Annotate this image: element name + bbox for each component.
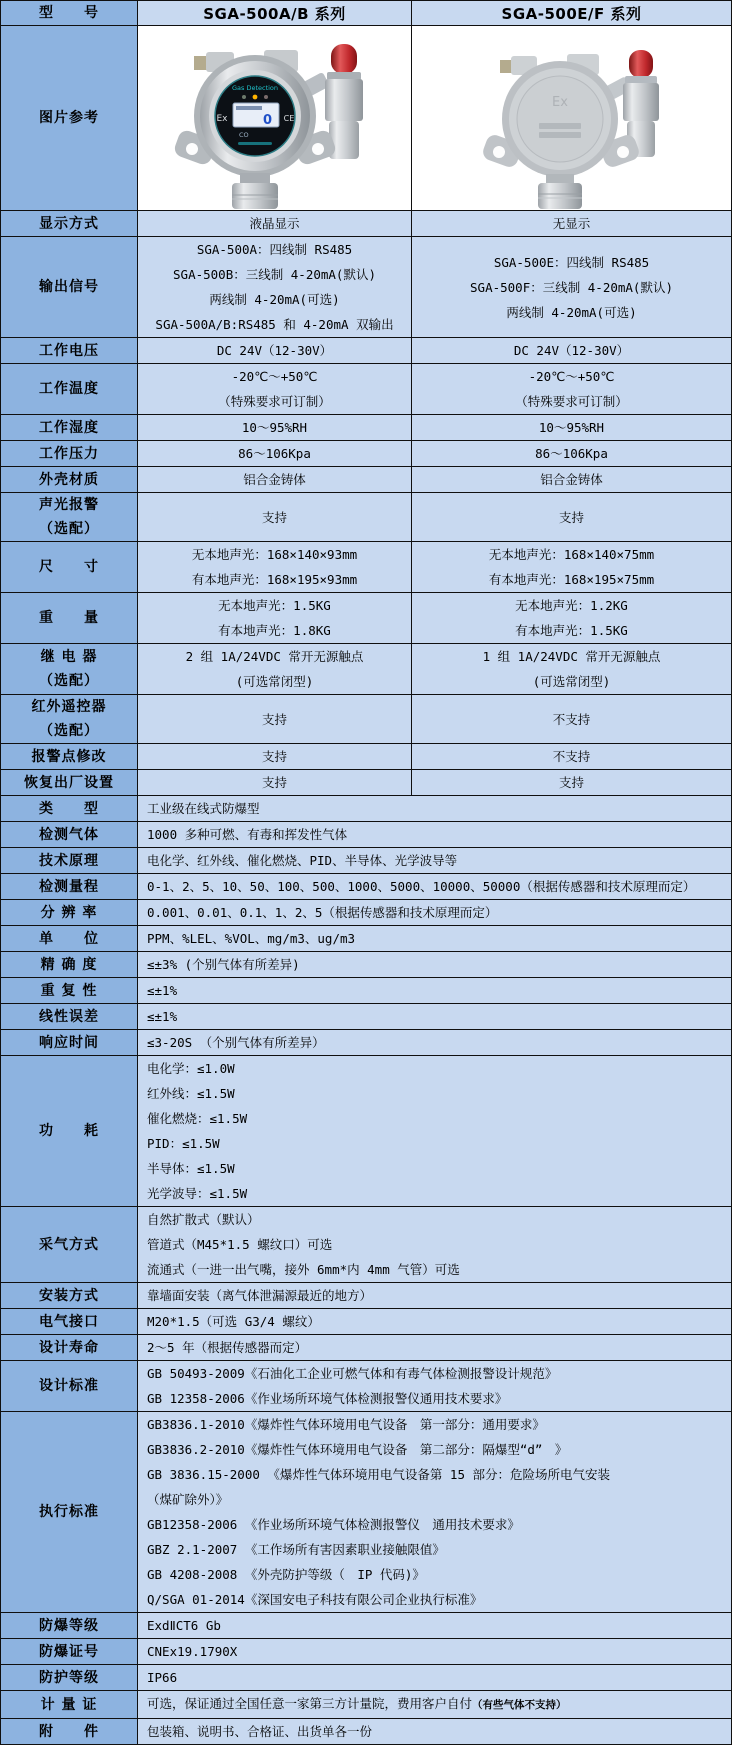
row-label [1,1309,138,1335]
value-text: GB 3836.15-2000 《爆炸性气体环境用电气设备第 15 部分：危险场所电气安装 [147,1467,611,1482]
value-text: GBZ 2.1-2007 《工作场所有害因素职业接触限值》 [147,1542,445,1557]
row-label-text: 设计寿命 [39,1339,99,1356]
row-label-text: 安装方式 [39,1287,99,1304]
value-text: 支持 [261,775,287,790]
face-accent [238,142,272,145]
blank-face [517,76,603,162]
value-text: （特殊要求可订制） [515,394,628,409]
row-label [1,1207,138,1283]
value-cell-col1 [138,644,412,695]
value-text: 支持 [261,509,287,525]
value-text: 支持 [261,711,287,727]
value-text: SGA-500E：四线制 RS485 [493,254,650,270]
cable-gland-icon [194,56,208,70]
spec-row-22 [1,1004,732,1030]
row-label [1,593,138,644]
spec-row-7 [1,493,732,542]
spec-row-30 [1,1412,732,1613]
value-text: 电化学：≤1.0W [147,1061,235,1076]
row-label [1,796,138,822]
row-label [1,1665,138,1691]
row-label [1,211,138,237]
row-label-text: 精 确 度 [40,956,98,973]
value-cell-col1 [138,744,412,770]
value-text: 有本地声光：168×195×75mm [488,572,655,587]
row-label-text: 采气方式 [39,1236,99,1253]
value-cell-span [138,900,732,926]
spec-row-5 [1,441,732,467]
row-label [1,952,138,978]
value-text: 无显示 [552,216,591,231]
value-text-main: 可选，保证通过全国任意一家第三方计量院，费用客户自付 [147,1696,473,1711]
value-text: 有本地声光：168×195×93mm [191,572,358,587]
table-header-row [1,1,732,26]
row-label-text: 工作温度 [39,381,99,397]
value-cell-col2 [412,542,732,593]
value-text: 1000 多种可燃、有毒和挥发性气体 [147,827,348,842]
value-text: 2 组 1A/24VDC 常开无源触点 [185,649,364,664]
value-text: GB3836.1-2010《爆炸性气体环境用电气设备 第一部分：通用要求》 [147,1417,545,1432]
value-text: GB 12358-2006《作业场所环境气体检测报警仪通用技术要求》 [147,1391,508,1406]
value-cell-span [138,1004,732,1030]
row-label [1,1361,138,1412]
value-text: IP66 [147,1670,178,1685]
value-text: GB 4208-2008 《外壳防护等级（ IP 代码)》 [147,1567,425,1582]
header-model-label: 型 号 [1,1,138,26]
row-label-text: 响应时间 [39,1034,99,1051]
row-label-text: 附 件 [39,1723,99,1740]
row-label [1,1030,138,1056]
value-text: 0-1、2、5、10、50、100、500、1000、5000、10000、50000（根据传感器和技术原理而定） [147,879,696,894]
spec-row-10 [1,644,732,695]
value-cell-span [138,1691,732,1719]
value-cell-span [138,1412,732,1613]
gas-type-label: CO [238,131,249,139]
value-text: 无本地声光：1.2KG [515,598,628,613]
value-text: 液晶显示 [249,216,300,231]
value-text: 两线制 4-20mA(可选) [209,292,340,307]
value-text: DC 24V（12-30V） [216,343,333,358]
value-cell-span [138,1207,732,1283]
row-label-text: 技术原理 [39,852,99,869]
row-label-text: 尺 寸 [39,559,99,575]
spec-row-4 [1,415,732,441]
value-note: （有些气体不支持） [472,1699,567,1711]
row-label-text: 工作电压 [39,342,99,359]
image-reference-row [1,26,732,211]
row-label-text: 防护等级 [39,1669,99,1686]
spec-row-31 [1,1613,732,1639]
value-text: ≤±1% [147,1009,178,1024]
value-cell-span [138,926,732,952]
brand-text: Gas Detection [231,84,278,92]
spec-row-19 [1,926,732,952]
spec-row-15 [1,822,732,848]
value-text: 2～5 年（根据传感器而定） [147,1340,308,1355]
row-label [1,644,138,695]
row-label [1,237,138,338]
value-text: SGA-500A/B:RS485 和 4-20mA 双输出 [155,317,394,332]
value-text: 靠墙面安装（离气体泄漏源最近的地方） [147,1288,373,1303]
value-text: DC 24V（12-30V） [513,343,630,358]
spec-row-28 [1,1335,732,1361]
value-text: 电化学、红外线、催化燃烧、PID、半导体、光学波导等 [147,853,458,868]
row-label-text: 外壳材质 [39,471,99,488]
sensor-head [232,173,278,209]
value-cell-col1 [138,695,412,744]
spec-row-3 [1,364,732,415]
value-text: 1 组 1A/24VDC 常开无源触点 [482,649,661,664]
row-label [1,1335,138,1361]
value-cell-col1 [138,493,412,542]
value-cell-col2 [412,493,732,542]
row-label-text: 单 位 [39,930,99,947]
value-text: 半导体：≤1.5W [147,1161,235,1176]
spec-row-13 [1,770,732,796]
value-text: SGA-500A：四线制 RS485 [196,242,353,257]
row-label-text: 恢复出厂设置 [24,774,114,791]
row-label [1,874,138,900]
value-cell-span [138,1283,732,1309]
row-label-text: 功 耗 [39,1123,99,1139]
row-label [1,1283,138,1309]
ex-mark: Ex [551,95,568,110]
value-cell-col1 [138,364,412,415]
value-cell-span [138,1056,732,1207]
header-series-ab: SGA-500A/B 系列 [138,1,412,26]
row-label-text: （选配） [39,521,99,537]
row-label [1,900,138,926]
value-cell-span [138,1639,732,1665]
value-text: 支持 [261,749,287,764]
spec-row-17 [1,874,732,900]
spec-row-18 [1,900,732,926]
spec-row-14 [1,796,732,822]
value-cell-col2 [412,441,732,467]
lcd-statusline [236,106,262,110]
value-text: 光学波导：≤1.5W [147,1186,248,1201]
spec-row-12 [1,744,732,770]
row-label [1,695,138,744]
spec-row-1 [1,237,732,338]
value-text: (可选常闭型) [235,674,314,689]
row-label-text: （选配） [39,723,99,739]
spec-row-33 [1,1665,732,1691]
spec-row-29 [1,1361,732,1412]
value-cell-span [138,848,732,874]
row-label [1,770,138,796]
value-text: 工业级在线式防爆型 [147,801,260,816]
value-text: 无本地声光：168×140×75mm [488,547,655,562]
value-cell-span [138,1361,732,1412]
value-text: 红外线：≤1.5W [147,1086,235,1101]
row-label-text: 输出信号 [39,279,99,295]
value-text: 包装箱、说明书、合格证、出货单各一份 [147,1724,373,1739]
row-label-text: 重 复 性 [40,982,98,999]
row-label-text: 检测气体 [39,826,99,843]
value-text: PPM、%LEL、%VOL、mg/m3、ug/m3 [147,931,356,946]
value-cell-span [138,1665,732,1691]
value-cell-span [138,796,732,822]
value-cell-span [138,822,732,848]
value-cell-col2 [412,644,732,695]
ce-mark: CE [283,114,294,123]
value-text: 铝合金铸体 [540,472,603,487]
spec-row-0 [1,211,732,237]
value-text: （特殊要求可订制） [218,394,331,409]
value-text: M20*1.5（可选 G3/4 螺纹） [147,1314,320,1329]
value-cell-span [138,1719,732,1745]
value-cell-col2 [412,744,732,770]
value-text: 铝合金铸体 [243,472,306,487]
spec-row-27 [1,1309,732,1335]
value-cell-col1 [138,211,412,237]
image-row-label: 图片参考 [1,26,138,211]
row-label [1,1056,138,1207]
value-cell-col2 [412,237,732,338]
value-cell-span [138,1335,732,1361]
value-cell-col1 [138,467,412,493]
value-text: SGA-500F：三线制 4-20mA(默认) [470,279,673,295]
value-text: ExdⅡCT6 Gb [147,1618,221,1633]
row-label [1,441,138,467]
detector-illustration-ef [412,26,732,210]
value-text: GB 50493-2009《石油化工企业可燃气体和有毒气体检测报警设计规范》 [147,1366,558,1381]
row-label-text: 工作压力 [39,445,99,462]
row-label-text: 防爆证号 [39,1643,99,1660]
row-label-text: 电气接口 [39,1313,99,1330]
row-label-text: 类 型 [39,800,99,817]
detector-illustration-ab [138,26,412,210]
row-label [1,744,138,770]
value-text: 支持 [558,509,584,525]
row-label-text: （选配） [39,673,99,689]
value-text: -20℃～+50℃ [231,369,318,384]
value-text: 86～106Kpa [535,446,608,461]
spec-row-20 [1,952,732,978]
value-cell-span [138,978,732,1004]
spec-rows-container [1,211,732,1745]
value-text: 有本地声光：1.5KG [515,623,628,638]
value-cell-col1 [138,415,412,441]
row-label [1,1719,138,1745]
spec-row-34 [1,1691,732,1719]
value-text: 86～106Kpa [238,446,311,461]
row-label [1,848,138,874]
value-cell-col2 [412,695,732,744]
row-label-text: 计 量 证 [40,1696,98,1713]
value-text: （煤矿除外）》 [147,1492,229,1507]
value-text: ≤3-20S （个别气体有所差异） [147,1035,325,1050]
spec-row-23 [1,1030,732,1056]
value-cell-col2 [412,467,732,493]
lcd-value: 0 [262,113,272,128]
row-label [1,1613,138,1639]
spec-row-24 [1,1056,732,1207]
value-cell-span [138,1309,732,1335]
value-cell-span [138,1030,732,1056]
spec-row-35 [1,1719,732,1745]
row-label [1,493,138,542]
row-label-text: 线性误差 [39,1008,99,1025]
product-photo-sga500ab [138,26,412,211]
value-cell-col1 [138,593,412,644]
value-text: GB12358-2006 《作业场所环境气体检测报警仪 通用技术要求》 [147,1517,520,1532]
value-cell-col2 [412,211,732,237]
value-text: 流通式（一进一出气嘴，接外 6mm*内 4mm 气管）可选 [147,1262,460,1277]
value-text: 有本地声光：1.8KG [218,623,331,638]
spec-row-2 [1,338,732,364]
row-label-text: 声光报警 [39,497,99,513]
value-cell-col2 [412,415,732,441]
product-photo-sga500ef [412,26,732,211]
spec-row-9 [1,593,732,644]
header-series-ef: SGA-500E/F 系列 [412,1,732,26]
spec-row-26 [1,1283,732,1309]
value-text: Q/SGA 01-2014《深国安电子科技有限公司企业执行标准》 [147,1592,483,1607]
row-label-text: 防爆等级 [39,1617,99,1634]
value-text: 10～95%RH [538,420,605,435]
row-label-text: 分 辨 率 [40,904,98,921]
row-label [1,1639,138,1665]
row-label [1,1004,138,1030]
row-label [1,364,138,415]
sensor-head [538,174,582,209]
spec-row-6 [1,467,732,493]
row-label-text: 继 电 器 [40,649,98,665]
value-text: (可选常闭型) [532,674,611,689]
spec-row-8 [1,542,732,593]
row-label-text: 执行标准 [39,1504,99,1520]
row-label [1,1691,138,1719]
row-label [1,467,138,493]
spec-row-16 [1,848,732,874]
value-cell-col2 [412,770,732,796]
value-text: PID：≤1.5W [147,1136,220,1151]
value-cell-col1 [138,542,412,593]
value-cell-col1 [138,338,412,364]
value-text: 无本地声光：1.5KG [218,598,331,613]
value-text: ≤±3% (个别气体有所差异) [147,957,300,972]
value-text: 不支持 [552,711,591,727]
spec-row-32 [1,1639,732,1665]
value-cell-span [138,1613,732,1639]
row-label [1,542,138,593]
row-label-text: 工作湿度 [39,419,99,436]
spec-row-11 [1,695,732,744]
value-text: 不支持 [552,749,591,764]
value-text: 催化燃烧：≤1.5W [147,1111,248,1126]
row-label [1,415,138,441]
value-text [147,1691,722,1718]
value-cell-col1 [138,770,412,796]
value-text: 两线制 4-20mA(可选) [506,304,637,320]
row-label [1,1412,138,1613]
value-cell-col1 [138,441,412,467]
row-label-text: 检测量程 [39,878,99,895]
value-text: GB3836.2-2010《爆炸性气体环境用电气设备 第二部分：隔爆型“d” 》 [147,1442,568,1457]
row-label-text: 设计标准 [39,1378,99,1394]
row-label-text: 重 量 [39,610,99,626]
value-cell-span [138,874,732,900]
row-label [1,978,138,1004]
value-cell-col2 [412,338,732,364]
value-text: -20℃～+50℃ [528,369,615,384]
ex-mark: Ex [215,114,228,124]
row-label-text: 红外遥控器 [31,699,107,715]
row-label-text: 报警点修改 [31,748,107,765]
value-text: 管道式（M45*1.5 螺纹口）可选 [147,1237,333,1252]
spec-row-25 [1,1207,732,1283]
value-text: SGA-500B：三线制 4-20mA(默认) [173,267,376,282]
value-cell-col1 [138,237,412,338]
value-text: 无本地声光：168×140×93mm [191,547,358,562]
value-cell-span [138,952,732,978]
row-label [1,822,138,848]
value-cell-col2 [412,364,732,415]
spec-row-21 [1,978,732,1004]
value-text: 支持 [558,775,584,790]
row-label [1,926,138,952]
value-text: 0.001、0.01、0.1、1、2、5（根据传感器和技术原理而定） [147,905,498,920]
row-label [1,338,138,364]
value-text: 自然扩散式（默认） [147,1212,260,1227]
value-text: CNEx19.1790X [147,1644,238,1659]
value-text: 10～95%RH [241,420,308,435]
value-cell-col2 [412,593,732,644]
value-text: ≤±1% [147,983,178,998]
row-label-text: 显示方式 [39,215,99,232]
